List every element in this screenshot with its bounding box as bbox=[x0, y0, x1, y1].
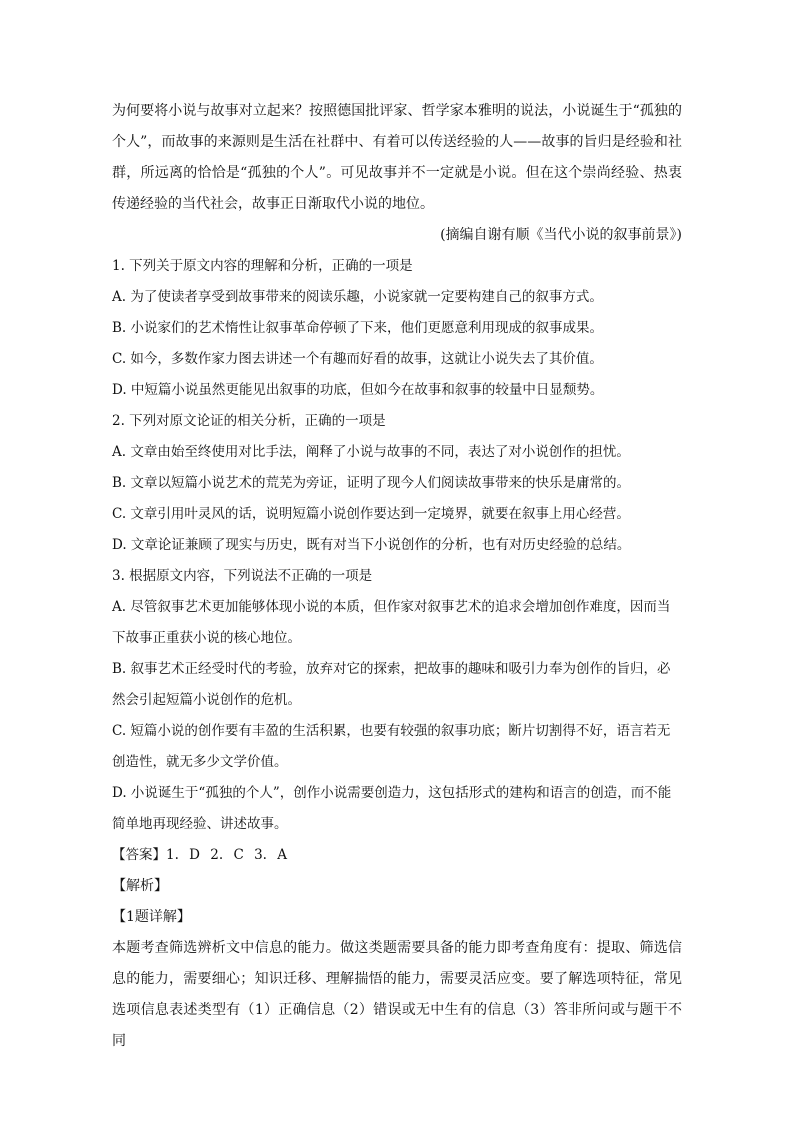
option-c: C. 文章引用叶灵风的话，说明短篇小说创作要达到一定境界，就要在叙事上用心经营。 bbox=[112, 506, 630, 522]
passage-source: (摘编自谢有顺《当代小说的叙事前景》) bbox=[440, 227, 682, 243]
answer-line bbox=[112, 840, 682, 871]
question-1 bbox=[112, 251, 682, 406]
option-b: B. 文章以短篇小说艺术的荒芜为旁证，证明了现今人们阅读故事带来的快乐是庸常的。 bbox=[112, 475, 631, 491]
option-b: B. 小说家们的艺术惰性让叙事革命停顿了下来，他们更愿意利用现成的叙事成果。 bbox=[112, 320, 604, 336]
q1-analysis-text: 本题考查筛选辨析文中信息的能力。做这类题需要具备的能力即考查角度有：提取、筛选信息的能力，需要细心；知识迁移、理解揣悟的能力，需要灵活应变。要了解选项特征，常见选项信息表述类型有（1）正确信息（2）错误或无中生有的信息（3）答非所问或与题干不同 bbox=[112, 940, 682, 1049]
option-a: A. 文章由始至终使用对比手法，阐释了小说与故事的不同，表达了对小说创作的担忧。 bbox=[112, 444, 630, 460]
answer-label: 【答案】 bbox=[112, 847, 166, 863]
question-stem: 1. 下列关于原文内容的理解和分析，正确的一项是 bbox=[112, 258, 413, 274]
question-stem: 2. 下列对原文论证的相关分析，正确的一项是 bbox=[112, 413, 386, 429]
option-d: D. 中短篇小说虽然更能见出叙事的功底，但如今在故事和叙事的较量中日显颓势。 bbox=[112, 382, 604, 398]
option-a: A. 尽管叙事艺术更加能够体现小说的本质，但作家对叙事艺术的追求会增加创作难度，因而当下故事正重获小说的核心地位。 bbox=[112, 599, 671, 646]
question-stem: 3. 根据原文内容，下列说法不正确的一项是 bbox=[112, 568, 373, 584]
answer-values: 1. D 2. C 3. A bbox=[166, 847, 287, 863]
option-c: C. 如今，多数作家力图去讲述一个有趣而好看的故事，这就让小说失去了其价值。 bbox=[112, 351, 603, 367]
option-b: B. 叙事艺术正经受时代的考验，放弃对它的探索，把故事的趣味和吸引力奉为创作的旨归，必然会引起短篇小说创作的危机。 bbox=[112, 661, 671, 708]
document-page bbox=[112, 96, 682, 1057]
option-c: C. 短篇小说的创作要有丰盈的生活积累，也要有较强的叙事功底；断片切割得不好，语言若无创造性，就无多少文学价值。 bbox=[112, 723, 671, 770]
analysis-label: 【解析】 bbox=[112, 878, 168, 894]
question-3 bbox=[112, 561, 682, 840]
option-d: D. 文章论证兼顾了现实与历史，既有对当下小说创作的分析，也有对历史经验的总结。 bbox=[112, 537, 631, 553]
question-2 bbox=[112, 406, 682, 561]
passage-paragraph: 为何要将小说与故事对立起来？按照德国批评家、哲学家本雅明的说法，小说诞生于“孤独的个人”，而故事的来源则是生活在社群中、有着可以传送经验的人——故事的旨归是经验和社群，所远离的恰恰是“孤独的个人”。可见故事并不一定就是小说。但在这个崇尚经验、热衷传递经验的当代社会，故事正日渐取代小说的地位。 bbox=[112, 103, 682, 212]
q1-analysis-label: 【1题详解】 bbox=[112, 909, 191, 925]
option-d: D. 小说诞生于“孤独的个人”，创作小说需要创造力，这包括形式的建构和语言的创造，而不能简单地再现经验、讲述故事。 bbox=[112, 785, 672, 832]
option-a: A. 为了使读者享受到故事带来的阅读乐趣，小说家就一定要构建自己的叙事方式。 bbox=[112, 289, 603, 305]
